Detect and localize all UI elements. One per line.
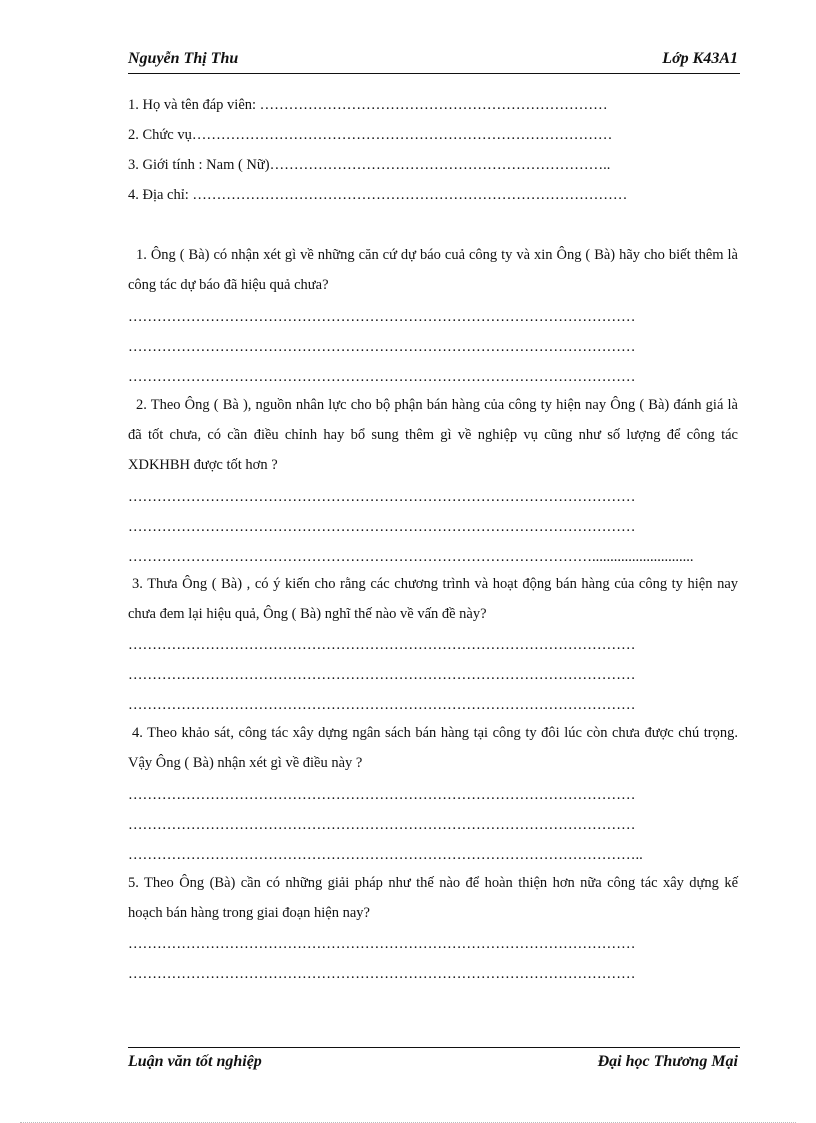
answer-line: …………………………………………………………………………………………… (128, 519, 636, 535)
author-name: Nguyễn Thị Thu (128, 50, 239, 67)
answer-lines-1 (128, 302, 738, 392)
page-header (128, 50, 740, 72)
answer-line: …………………………………………………………………………………………… (128, 817, 636, 833)
answer-line: …………………………………………………………………………………………… (128, 936, 636, 952)
info-address-line: 4. Địa chỉ: ……………………………………………………………………………… (128, 187, 628, 203)
header-rule (128, 73, 740, 74)
answer-line: …………………………………………………………………………………………… (128, 637, 636, 653)
answer-lines-5 (128, 929, 738, 989)
answer-line: ……………………………………………………………………………………............................ (128, 549, 694, 565)
answer-lines-2 (128, 482, 738, 572)
page-footer (128, 1053, 740, 1075)
question-5: 5. Theo Ông (Bà) cần có những giải pháp như thế nào để hoàn thiện hơn nữa công tác xây dựng kế hoạch bán hàng trong giai đoạn hiện nay? (128, 875, 738, 921)
answer-line: …………………………………………………………………………………………… (128, 309, 636, 325)
footer-rule (128, 1047, 740, 1048)
answer-line: …………………………………………………………………………………………….. (128, 847, 643, 863)
question-3: 3. Thưa Ông ( Bà) , có ý kiến cho rằng các chương trình và hoạt động bán hàng của công ty hiện nay chưa đem lại hiệu quả, Ông ( Bà) nghĩ thế nào về vấn đề này? (128, 576, 738, 622)
answer-line: …………………………………………………………………………………………… (128, 787, 636, 803)
question-2: 2. Theo Ông ( Bà ), nguồn nhân lực cho bộ phận bán hàng của công ty hiện nay Ông ( Bà) đánh giá là đã tốt chưa, có cần điều chỉnh hay bổ sung thêm gì về nghiệp vụ cũng như số lượng để công tác XDKHBH được tốt hơn ? (128, 397, 738, 473)
document-type: Luận văn tốt nghiệp (128, 1053, 262, 1070)
answer-line: …………………………………………………………………………………………… (128, 339, 636, 355)
question-1: 1. Ông ( Bà) có nhận xét gì về những căn cứ dự báo cuả công ty và xin Ông ( Bà) hãy cho biết thêm là công tác dự báo đã hiệu quả chưa? (128, 247, 738, 293)
respondent-info (128, 90, 740, 210)
class-label: Lớp K43A1 (662, 50, 738, 67)
answer-line: …………………………………………………………………………………………… (128, 369, 636, 385)
answer-lines-4 (128, 780, 738, 870)
answer-line: …………………………………………………………………………………………… (128, 667, 636, 683)
answer-line: …………………………………………………………………………………………… (128, 489, 636, 505)
university-name: Đại học Thương Mại (597, 1053, 738, 1070)
question-4: 4. Theo khảo sát, công tác xây dựng ngân sách bán hàng tại công ty đôi lúc còn chưa được chú trọng. Vậy Ông ( Bà) nhận xét gì về điều này ? (128, 725, 738, 771)
answer-line: …………………………………………………………………………………………… (128, 966, 636, 982)
info-name-line: 1. Họ và tên đáp viên: ……………………………………………………………… (128, 97, 608, 113)
answer-line: …………………………………………………………………………………………… (128, 697, 636, 713)
info-gender-line: 3. Giới tính : Nam ( Nữ)…………………………………………………………….. (128, 157, 611, 173)
info-position-line: 2. Chức vụ…………………………………………………………………………… (128, 127, 613, 143)
answer-lines-3 (128, 630, 738, 720)
